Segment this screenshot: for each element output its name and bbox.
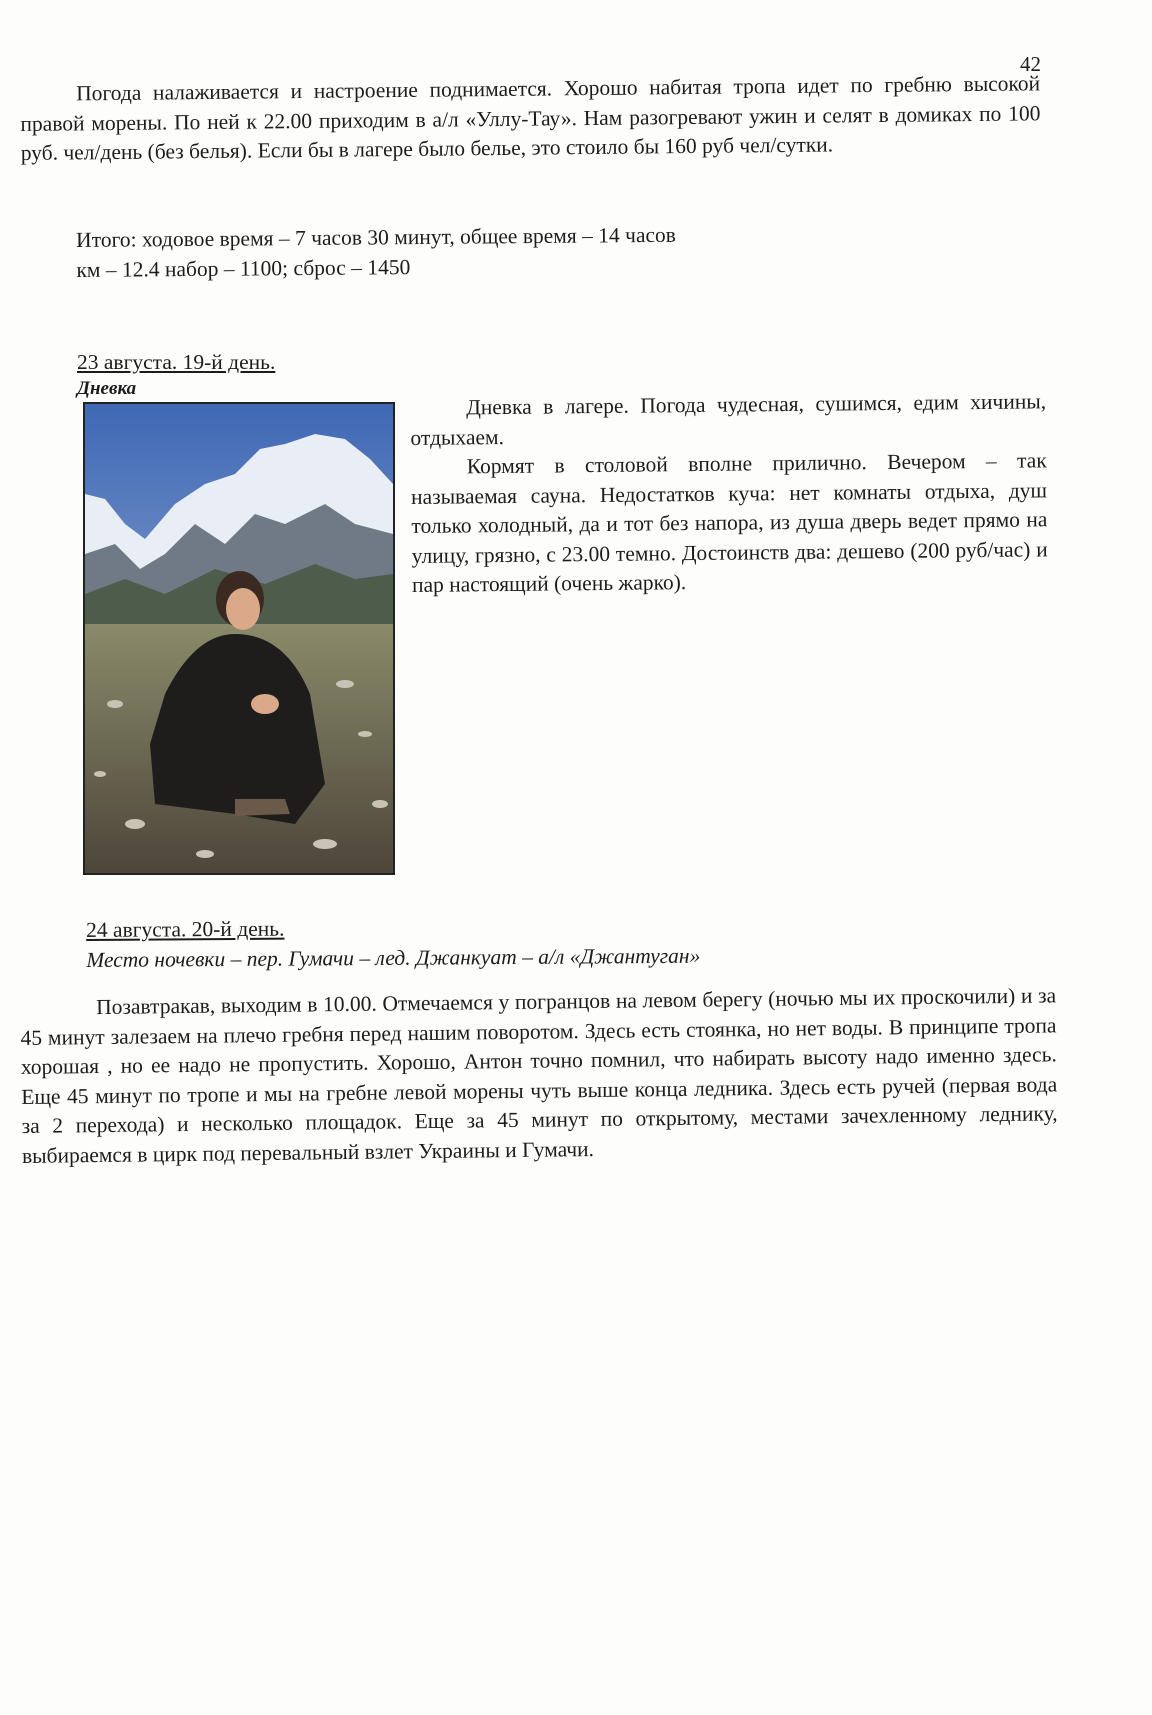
page-number: 42: [1020, 52, 1041, 76]
day23-header: [77, 348, 275, 400]
day24-heading: 24 августа. 20-й день.: [86, 916, 285, 942]
summary-line-time: Итого: ходовое время – 7 часов 30 минут, общее время – 14 часов: [76, 222, 677, 252]
day23-heading: 23 августа. 19-й день.: [77, 350, 276, 374]
day23-paragraph: Кормят в столовой вполне прилично. Вечером – так называемая сауна. Недостатков куча: нет комнаты отдыха, душ только холодный, да и тот без напора, из душа дверь ведет прямо на улицу, грязно, с 23.00 темно. Достоинств два: дешево (200 руб/час) и пар настоящий (очень жарко).: [410, 448, 1048, 597]
day23-paragraph: Дневка в лагере. Погода чудесная, сушимся, едим хичины, отдыхаем.: [410, 389, 1047, 450]
summary-line-distance: км – 12.4 набор – 1100; сброс – 1450: [76, 254, 411, 282]
day24-header: [86, 912, 700, 975]
day23-text: [410, 387, 1048, 600]
day24-subheading: Место ночевки – пер. Гумачи – лед. Джанкуат – а/л «Джантуган»: [86, 943, 701, 972]
rest-day-photo: [83, 402, 395, 875]
day24-paragraph: Позавтракав, выходим в 10.00. Отмечаемся у погранцов на левом берегу (ночью мы их проскочили) и за 45 минут залезаем на плечо гребня перед нашим поворотом. Здесь есть стоянка, но нет воды. В принципе тропа хорошая , но ее надо не пропустить. Хорошо, Антон точно помнил, что набирать высоту надо именно здесь. Еще 45 минут по тропе и мы на гребне левой морены чуть выше конца ледника. Здесь есть ручей (первая вода за 2 перехода) и несколько площадок. Еще за 45 минут по открытому, местами зачехленному леднику, выбираемся в цирк под перевальный взлет Украины и Гумачи.: [20, 983, 1058, 1168]
intro-paragraph: Погода налаживается и настроение поднимается. Хорошо набитая тропа идет по гребню высокой правой морены. По ней к 22.00 приходим в а/л «Уллу-Тау». Нам разогревают ужин и селят в домиках по 100 руб. чел/день (без белья). Если бы в лагере было белье, это стоило бы 160 руб чел/сутки.: [20, 71, 1041, 165]
day-summary: [76, 218, 976, 285]
day23-subheading: Дневка: [77, 377, 137, 399]
day24-text: [20, 981, 1058, 1171]
